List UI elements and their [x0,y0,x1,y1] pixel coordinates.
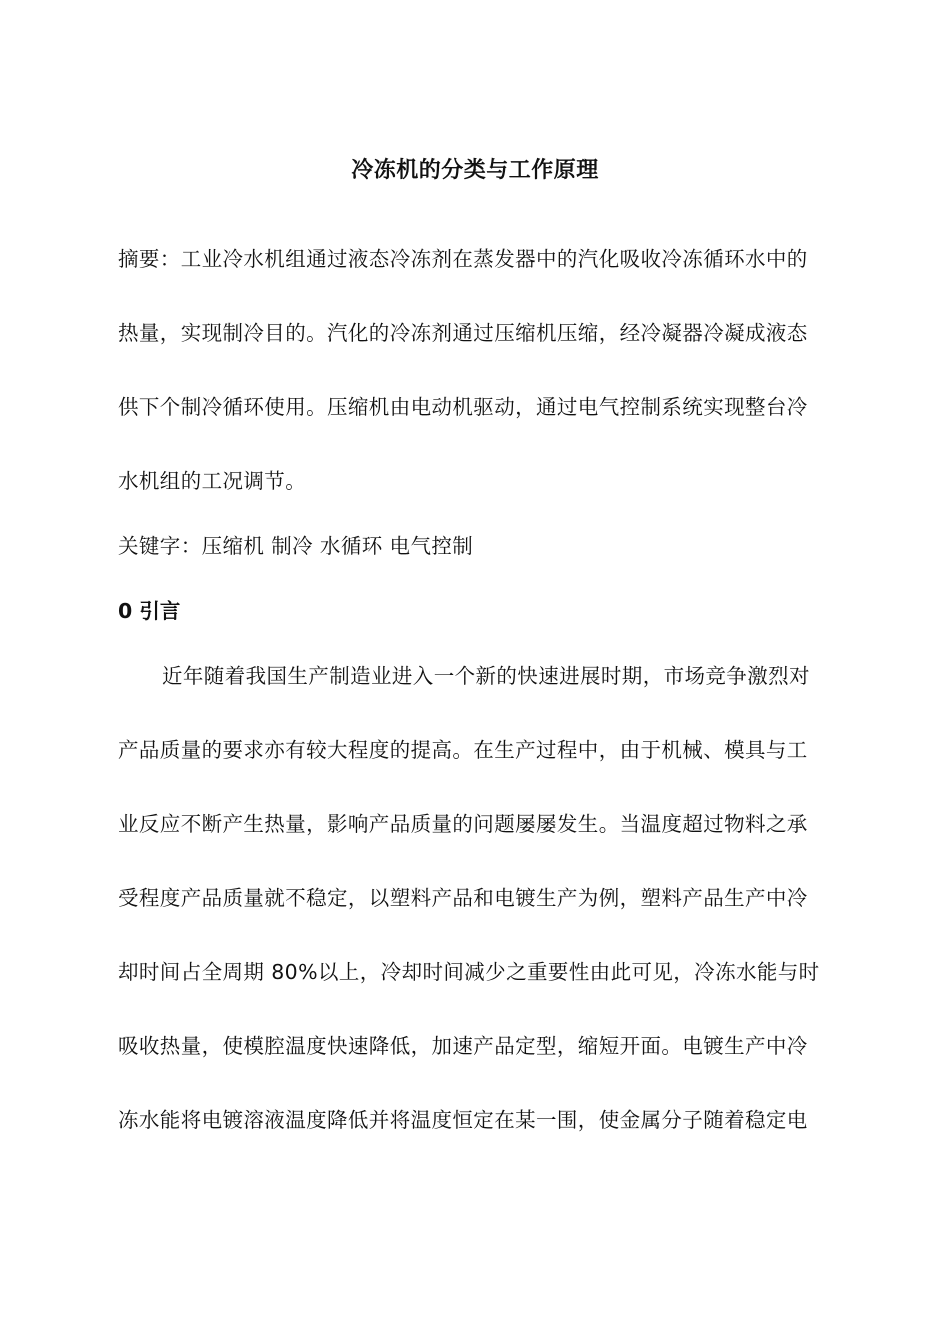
intro-line-6: 吸收热量，使模腔温度快速降低，加速产品定型，缩短开面。电镀生产中冷 [118,1034,808,1058]
abstract-line-3: 供下个制冷循环使用。压缩机由电动机驱动，通过电气控制系统实现整台冷 [118,395,808,419]
document-title: 冷冻机的分类与工作原理 [351,158,599,183]
abstract-line-2: 热量，实现制冷目的。汽化的冷冻剂通过压缩机压缩，经冷凝器冷凝成液态 [118,321,808,345]
intro-line-5: 却时间占全周期 80%以上，冷却时间减少之重要性由此可见，冷冻水能与时 [118,960,820,984]
abstract-line-1: 摘要：工业冷水机组通过液态冷冻剂在蒸发器中的汽化吸收冷冻循环水中的 [118,247,808,271]
intro-line-1: 近年随着我国生产制造业进入一个新的快速进展时期，市场竞争激烈对 [162,664,810,688]
intro-line-4: 受程度产品质量就不稳定，以塑料产品和电镀生产为例，塑料产品生产中冷 [118,886,808,910]
intro-line-2: 产品质量的要求亦有较大程度的提高。在生产过程中，由于机械、模具与工 [118,738,808,762]
keywords-line: 关键字：压缩机 制冷 水循环 电气控制 [118,534,474,558]
intro-line-7: 冻水能将电镀溶液温度降低并将温度恒定在某一围，使金属分子随着稳定电 [118,1108,808,1132]
section-heading: 0 引言 [118,599,181,623]
abstract-line-4: 水机组的工况调节。 [118,469,307,493]
intro-line-3: 业反应不断产生热量，影响产品质量的问题屡屡发生。当温度超过物料之承 [118,812,808,836]
